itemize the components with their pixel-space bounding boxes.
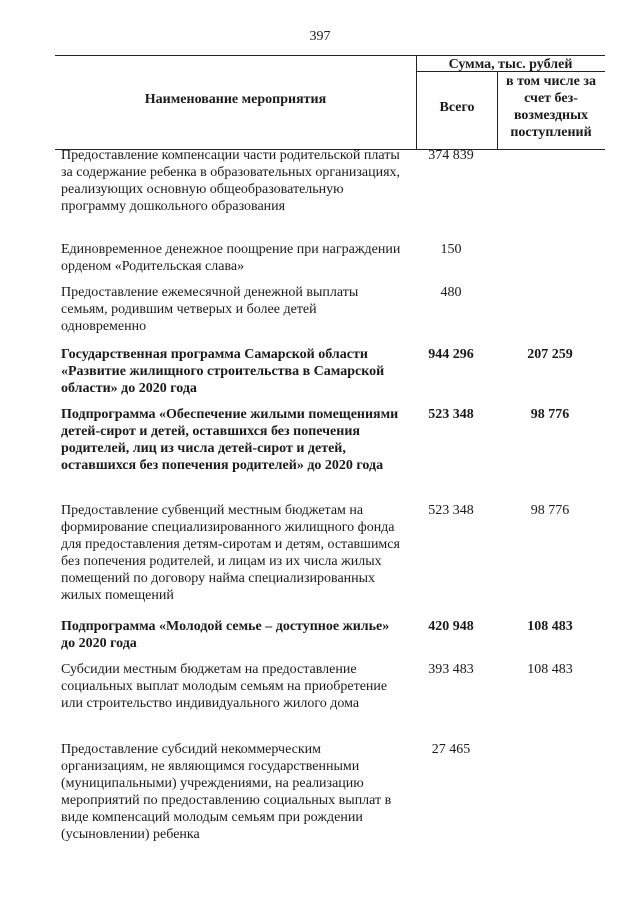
header-sum-group: Сумма, тыс. рублей: [448, 57, 573, 72]
row-total: 393 483: [428, 662, 474, 677]
row-name: Подпрограмма «Обеспечение жилыми помещениями детей-сирот и детей, оставшихся без попечения родителей, лиц из числа детей-сирот и детей, оставшихся без попечения родителей» до 2020 года: [61, 407, 399, 473]
row-total: 944 296: [428, 347, 474, 362]
row-free: 207 259: [527, 347, 573, 362]
row-name: Субсидии местным бюджетам на предоставление социальных выплат молодым семьям на приобретение или строительство индивидуального жилого дома: [61, 662, 388, 711]
row-total: 150: [440, 242, 462, 257]
row-name: Предоставление субвенций местным бюджетам на формирование специализированного жилищного фонда для предоставления детям-сиротам и детям, оставшимся без попечения родителей, и лицам из их числа жилых помещений по договору найма специализированных жилых помещений: [61, 503, 400, 603]
table-header: [55, 55, 605, 150]
row-name: Подпрограмма «Молодой семье – доступное жилье» до 2020 года: [61, 619, 390, 651]
row-total: 523 348: [428, 407, 474, 422]
row-total: 523 348: [428, 503, 474, 518]
row-free: 108 483: [527, 619, 573, 634]
row-name: Государственная программа Самарской области «Развитие жилищного строительства в Самарской области» до 2020 года: [61, 347, 385, 396]
row-free: 108 483: [527, 662, 573, 677]
header-total-column: Всего: [439, 100, 475, 115]
row-total: 27 465: [431, 742, 471, 757]
row-name: Предоставление субсидий некоммерческим организациям, не являющимся государственными (муниципальными) учреждениями, на реализацию мероприятий по предоставлению социальных выплат в виде компенсаций молодым семьям при рождении (усыновлении) ребенка: [61, 742, 392, 842]
row-total: 480: [440, 285, 462, 300]
row-free: 98 776: [530, 407, 570, 422]
row-total: 374 839: [428, 148, 474, 163]
row-name: Единовременное денежное поощрение при награждении орденом «Родительская слава»: [61, 242, 401, 274]
header-free-column: в том числе за счет без-возмездных поступлений: [506, 74, 596, 140]
row-total: 420 948: [428, 619, 474, 634]
header-name-column: Наименование мероприятия: [144, 92, 327, 107]
row-free: 98 776: [530, 503, 570, 518]
row-name: Предоставление компенсации части родительской платы за содержание ребенка в образовательных организациях, реализующих основную общеобразовательную программу дошкольного образования: [61, 148, 401, 214]
page-number: 397: [309, 29, 331, 44]
row-name: Предоставление ежемесячной денежной выплаты семьям, родившим четверых и более детей одновременно: [61, 285, 359, 334]
